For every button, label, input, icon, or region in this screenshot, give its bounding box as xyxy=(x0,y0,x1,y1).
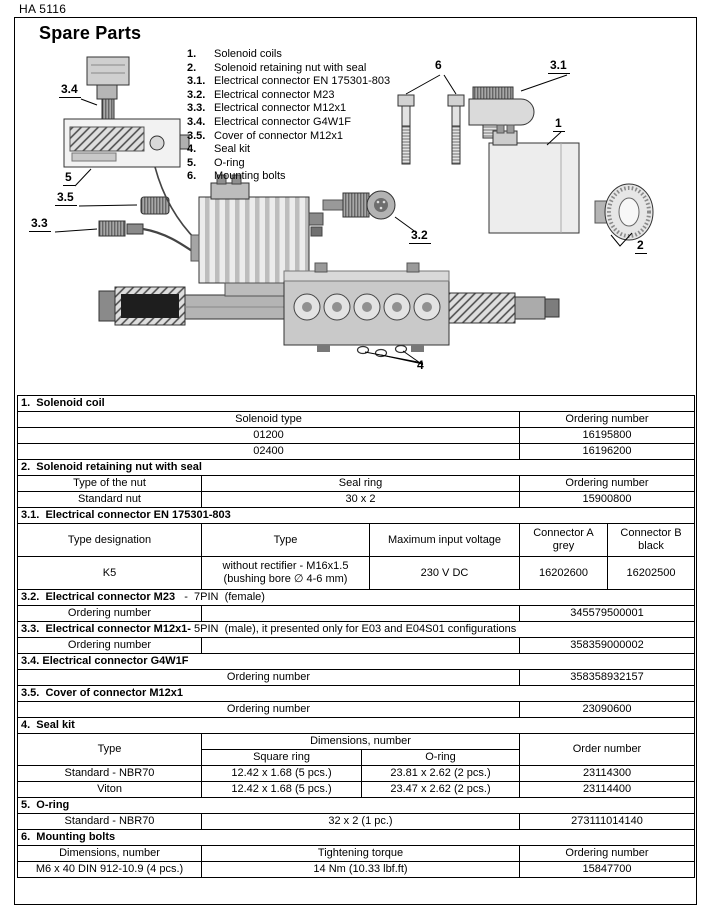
section-title-row xyxy=(18,798,695,814)
section-title-row xyxy=(18,590,695,606)
cell-seal-ring: 30 x 2 xyxy=(202,492,520,508)
table-row xyxy=(18,606,695,622)
col-header-max-input-voltage: Maximum input voltage xyxy=(370,524,520,557)
cell-oring-type: Standard - NBR70 xyxy=(18,814,202,830)
section-title-row xyxy=(18,460,695,476)
cell-oring-dimensions: 32 x 2 (1 pc.) xyxy=(202,814,520,830)
callout-3-4: 3.4 xyxy=(59,83,81,98)
section-title: 4. Seal kit xyxy=(18,718,695,734)
section-title-bold: 3.3. Electrical connector M12x1- xyxy=(21,623,191,635)
legend-item-number: 3.1. xyxy=(187,75,206,88)
table-cover-m12 xyxy=(17,685,695,718)
cell-solenoid-type: 02400 xyxy=(18,444,520,460)
legend-item-number: 3.2. xyxy=(187,88,206,101)
col-header-dimensions-number: Dimensions, number xyxy=(202,734,520,750)
cell-empty xyxy=(202,606,520,622)
callout-3-2: 3.2 xyxy=(409,229,431,244)
table-connector-m23 xyxy=(17,589,695,622)
diagram-area xyxy=(15,45,694,395)
legend-item-label: Solenoid retaining nut with seal xyxy=(214,61,367,74)
page-title: Spare Parts xyxy=(39,23,142,43)
table-connector-en xyxy=(17,507,695,590)
legend-item-number: 3.4. xyxy=(187,115,206,128)
callout-6: 6 xyxy=(435,58,442,72)
section-title-bold: 3.2. Electrical connector M23 xyxy=(21,591,176,603)
section-title-row xyxy=(18,654,695,670)
cell-ordering-number: 345579500001 xyxy=(520,606,695,622)
legend-item-label: Electrical connector G4W1F xyxy=(214,115,351,128)
cell-square-ring: 12.42 x 1.68 (5 pcs.) xyxy=(202,782,362,798)
cell-connector-b-order: 16202500 xyxy=(608,557,695,590)
table-row xyxy=(18,782,695,798)
cell-bolt-dimensions: M6 x 40 DIN 912-10.9 (4 pcs.) xyxy=(18,862,202,878)
col-header-dimensions-number: Dimensions, number xyxy=(18,846,202,862)
legend-item-label: Mounting bolts xyxy=(214,170,286,183)
cell-seal-type: Standard - NBR70 xyxy=(18,766,202,782)
header-line: black xyxy=(638,540,664,552)
section-title: 3.5. Cover of connector M12x1 xyxy=(18,686,695,702)
table-header-row xyxy=(18,524,695,557)
legend-item-number: 4. xyxy=(187,143,197,156)
legend-item-number: 3.5. xyxy=(187,129,206,142)
cell-line: (bushing bore ∅ 4-6 mm) xyxy=(223,573,348,585)
cell-type-designation: K5 xyxy=(18,557,202,590)
col-header-solenoid-type: Solenoid type xyxy=(18,412,520,428)
legend-item-label: Cover of connector M12x1 xyxy=(214,129,344,142)
callout-3-5: 3.5 xyxy=(55,191,77,206)
col-header-tightening-torque: Tightening torque xyxy=(202,846,520,862)
legend-item-number: 3.3. xyxy=(187,102,206,115)
legend-item xyxy=(187,62,487,76)
section-title: 3.1. Electrical connector EN 175301-803 xyxy=(18,508,695,524)
legend-item-number: 5. xyxy=(187,156,197,169)
callout-2: 2 xyxy=(635,239,647,254)
section-title-row xyxy=(18,686,695,702)
cell-ordering-number-label: Ordering number xyxy=(18,638,202,654)
section-title xyxy=(18,622,695,638)
table-retaining-nut xyxy=(17,459,695,508)
section-title: 1. Solenoid coil xyxy=(18,396,695,412)
header-line: Connector A xyxy=(533,527,594,539)
cell-ordering-number: 15900800 xyxy=(520,492,695,508)
col-header-type: Type xyxy=(18,734,202,766)
cell-connector-a-order: 16202600 xyxy=(520,557,608,590)
cell-ordering-number-label: Ordering number xyxy=(18,670,520,686)
cover-m12-drawing xyxy=(141,197,169,214)
legend-item-label: Solenoid coils xyxy=(214,48,282,60)
cell-ordering-number: 23090600 xyxy=(520,702,695,718)
cell-type xyxy=(202,557,370,590)
table-o-ring xyxy=(17,797,695,830)
callout-3-1: 3.1 xyxy=(548,59,570,74)
table-row xyxy=(18,557,695,590)
table-row xyxy=(18,444,695,460)
cell-order-number: 23114300 xyxy=(520,766,695,782)
table-header-row xyxy=(18,734,695,750)
legend-item xyxy=(187,75,487,89)
header-line: grey xyxy=(552,540,575,552)
section-title: 3.4. Electrical connector G4W1F xyxy=(18,654,695,670)
valve-body-drawing xyxy=(99,263,559,352)
cell-ordering-number: 358359000002 xyxy=(520,638,695,654)
cell-ordering-number: 16195800 xyxy=(520,428,695,444)
section-title-row xyxy=(18,622,695,638)
solenoid-coil-right-drawing xyxy=(489,125,579,233)
cell-empty xyxy=(202,638,520,654)
cell-line: without rectifier - M16x1.5 xyxy=(222,560,349,572)
table-row xyxy=(18,814,695,830)
cell-order-number: 23114400 xyxy=(520,782,695,798)
legend-item xyxy=(187,170,487,184)
parts-legend xyxy=(187,48,487,184)
legend-item-number: 6. xyxy=(187,170,197,183)
section-title: 6. Mounting bolts xyxy=(18,830,695,846)
legend-item xyxy=(187,102,487,116)
legend-item xyxy=(187,48,487,62)
section-title-row xyxy=(18,396,695,412)
cell-ordering-number-label: Ordering number xyxy=(18,606,202,622)
legend-item-number: 1. xyxy=(187,48,197,60)
cell-ordering-number-label: Ordering number xyxy=(18,702,520,718)
table-seal-kit xyxy=(17,717,695,798)
legend-item-label: O-ring xyxy=(214,156,245,169)
solenoid-coil-left-drawing xyxy=(191,175,323,283)
col-header-ordering-number: Ordering number xyxy=(520,476,695,492)
table-connector-g4w1f xyxy=(17,653,695,686)
section-title-row xyxy=(18,830,695,846)
cell-o-ring: 23.47 x 2.62 (2 pcs.) xyxy=(362,782,520,798)
table-solenoid-coil xyxy=(17,395,695,460)
table-row xyxy=(18,766,695,782)
table-connector-m12 xyxy=(17,621,695,654)
legend-item-label: Seal kit xyxy=(214,143,251,156)
table-header-row xyxy=(18,846,695,862)
section-title: 2. Solenoid retaining nut with seal xyxy=(18,460,695,476)
col-header-order-number: Order number xyxy=(520,734,695,766)
connector-m23-drawing xyxy=(323,191,395,219)
table-row xyxy=(18,428,695,444)
legend-item xyxy=(187,157,487,171)
callout-4: 4 xyxy=(417,358,424,372)
section-title: 5. O-ring xyxy=(18,798,695,814)
connector-g4w1f-drawing xyxy=(87,57,129,119)
cell-o-ring: 23.81 x 2.62 (2 pcs.) xyxy=(362,766,520,782)
col-header-connector-a-grey xyxy=(520,524,608,557)
cell-seal-type: Viton xyxy=(18,782,202,798)
cell-ordering-number: 15847700 xyxy=(520,862,695,878)
legend-item xyxy=(187,116,487,130)
spare-parts-tables xyxy=(17,395,694,878)
legend-item-label: Electrical connector EN 175301-803 xyxy=(214,75,391,88)
connector-m12-drawing xyxy=(99,221,143,236)
table-row xyxy=(18,638,695,654)
oring-housing-drawing xyxy=(64,119,189,167)
col-header-type-designation: Type designation xyxy=(18,524,202,557)
section-title-rest: - 7PIN (female) xyxy=(175,591,265,603)
cell-ordering-number: 16196200 xyxy=(520,444,695,460)
legend-item-label: Electrical connector M23 xyxy=(214,88,335,101)
col-header-square-ring: Square ring xyxy=(202,750,362,766)
callout-5: 5 xyxy=(63,171,75,186)
callout-3-3: 3.3 xyxy=(29,217,51,232)
table-header-row xyxy=(18,476,695,492)
cell-square-ring: 12.42 x 1.68 (5 pcs.) xyxy=(202,766,362,782)
col-header-nut-type: Type of the nut xyxy=(18,476,202,492)
cell-solenoid-type: 01200 xyxy=(18,428,520,444)
cell-tightening-torque: 14 Nm (10.33 lbf.ft) xyxy=(202,862,520,878)
legend-item xyxy=(187,130,487,144)
retaining-nut-drawing xyxy=(595,184,653,240)
table-row xyxy=(18,862,695,878)
table-header-row xyxy=(18,412,695,428)
section-title-row xyxy=(18,508,695,524)
col-header-connector-b-black xyxy=(608,524,695,557)
section-title-rest: 5PIN (male), it presented only for E03 and E04S01 configurations xyxy=(190,623,517,635)
table-row xyxy=(18,670,695,686)
col-header-type: Type xyxy=(202,524,370,557)
callout-1: 1 xyxy=(553,117,565,132)
cell-ordering-number: 358358932157 xyxy=(520,670,695,686)
table-row xyxy=(18,492,695,508)
table-mounting-bolts xyxy=(17,829,695,878)
header-line: Connector B xyxy=(620,527,682,539)
page-frame xyxy=(14,17,697,905)
table-row xyxy=(18,702,695,718)
legend-item xyxy=(187,143,487,157)
col-header-o-ring: O-ring xyxy=(362,750,520,766)
cell-nut-type: Standard nut xyxy=(18,492,202,508)
col-header-seal-ring: Seal ring xyxy=(202,476,520,492)
doc-number: HA 5116 xyxy=(19,2,67,16)
section-title xyxy=(18,590,695,606)
cell-max-input-voltage: 230 V DC xyxy=(370,557,520,590)
cell-ordering-number: 273111014140 xyxy=(520,814,695,830)
legend-item-label: Electrical connector M12x1 xyxy=(214,102,347,115)
legend-item-number: 2. xyxy=(187,61,197,74)
legend-item xyxy=(187,89,487,103)
section-title-row xyxy=(18,718,695,734)
col-header-ordering-number: Ordering number xyxy=(520,412,695,428)
col-header-ordering-number: Ordering number xyxy=(520,846,695,862)
